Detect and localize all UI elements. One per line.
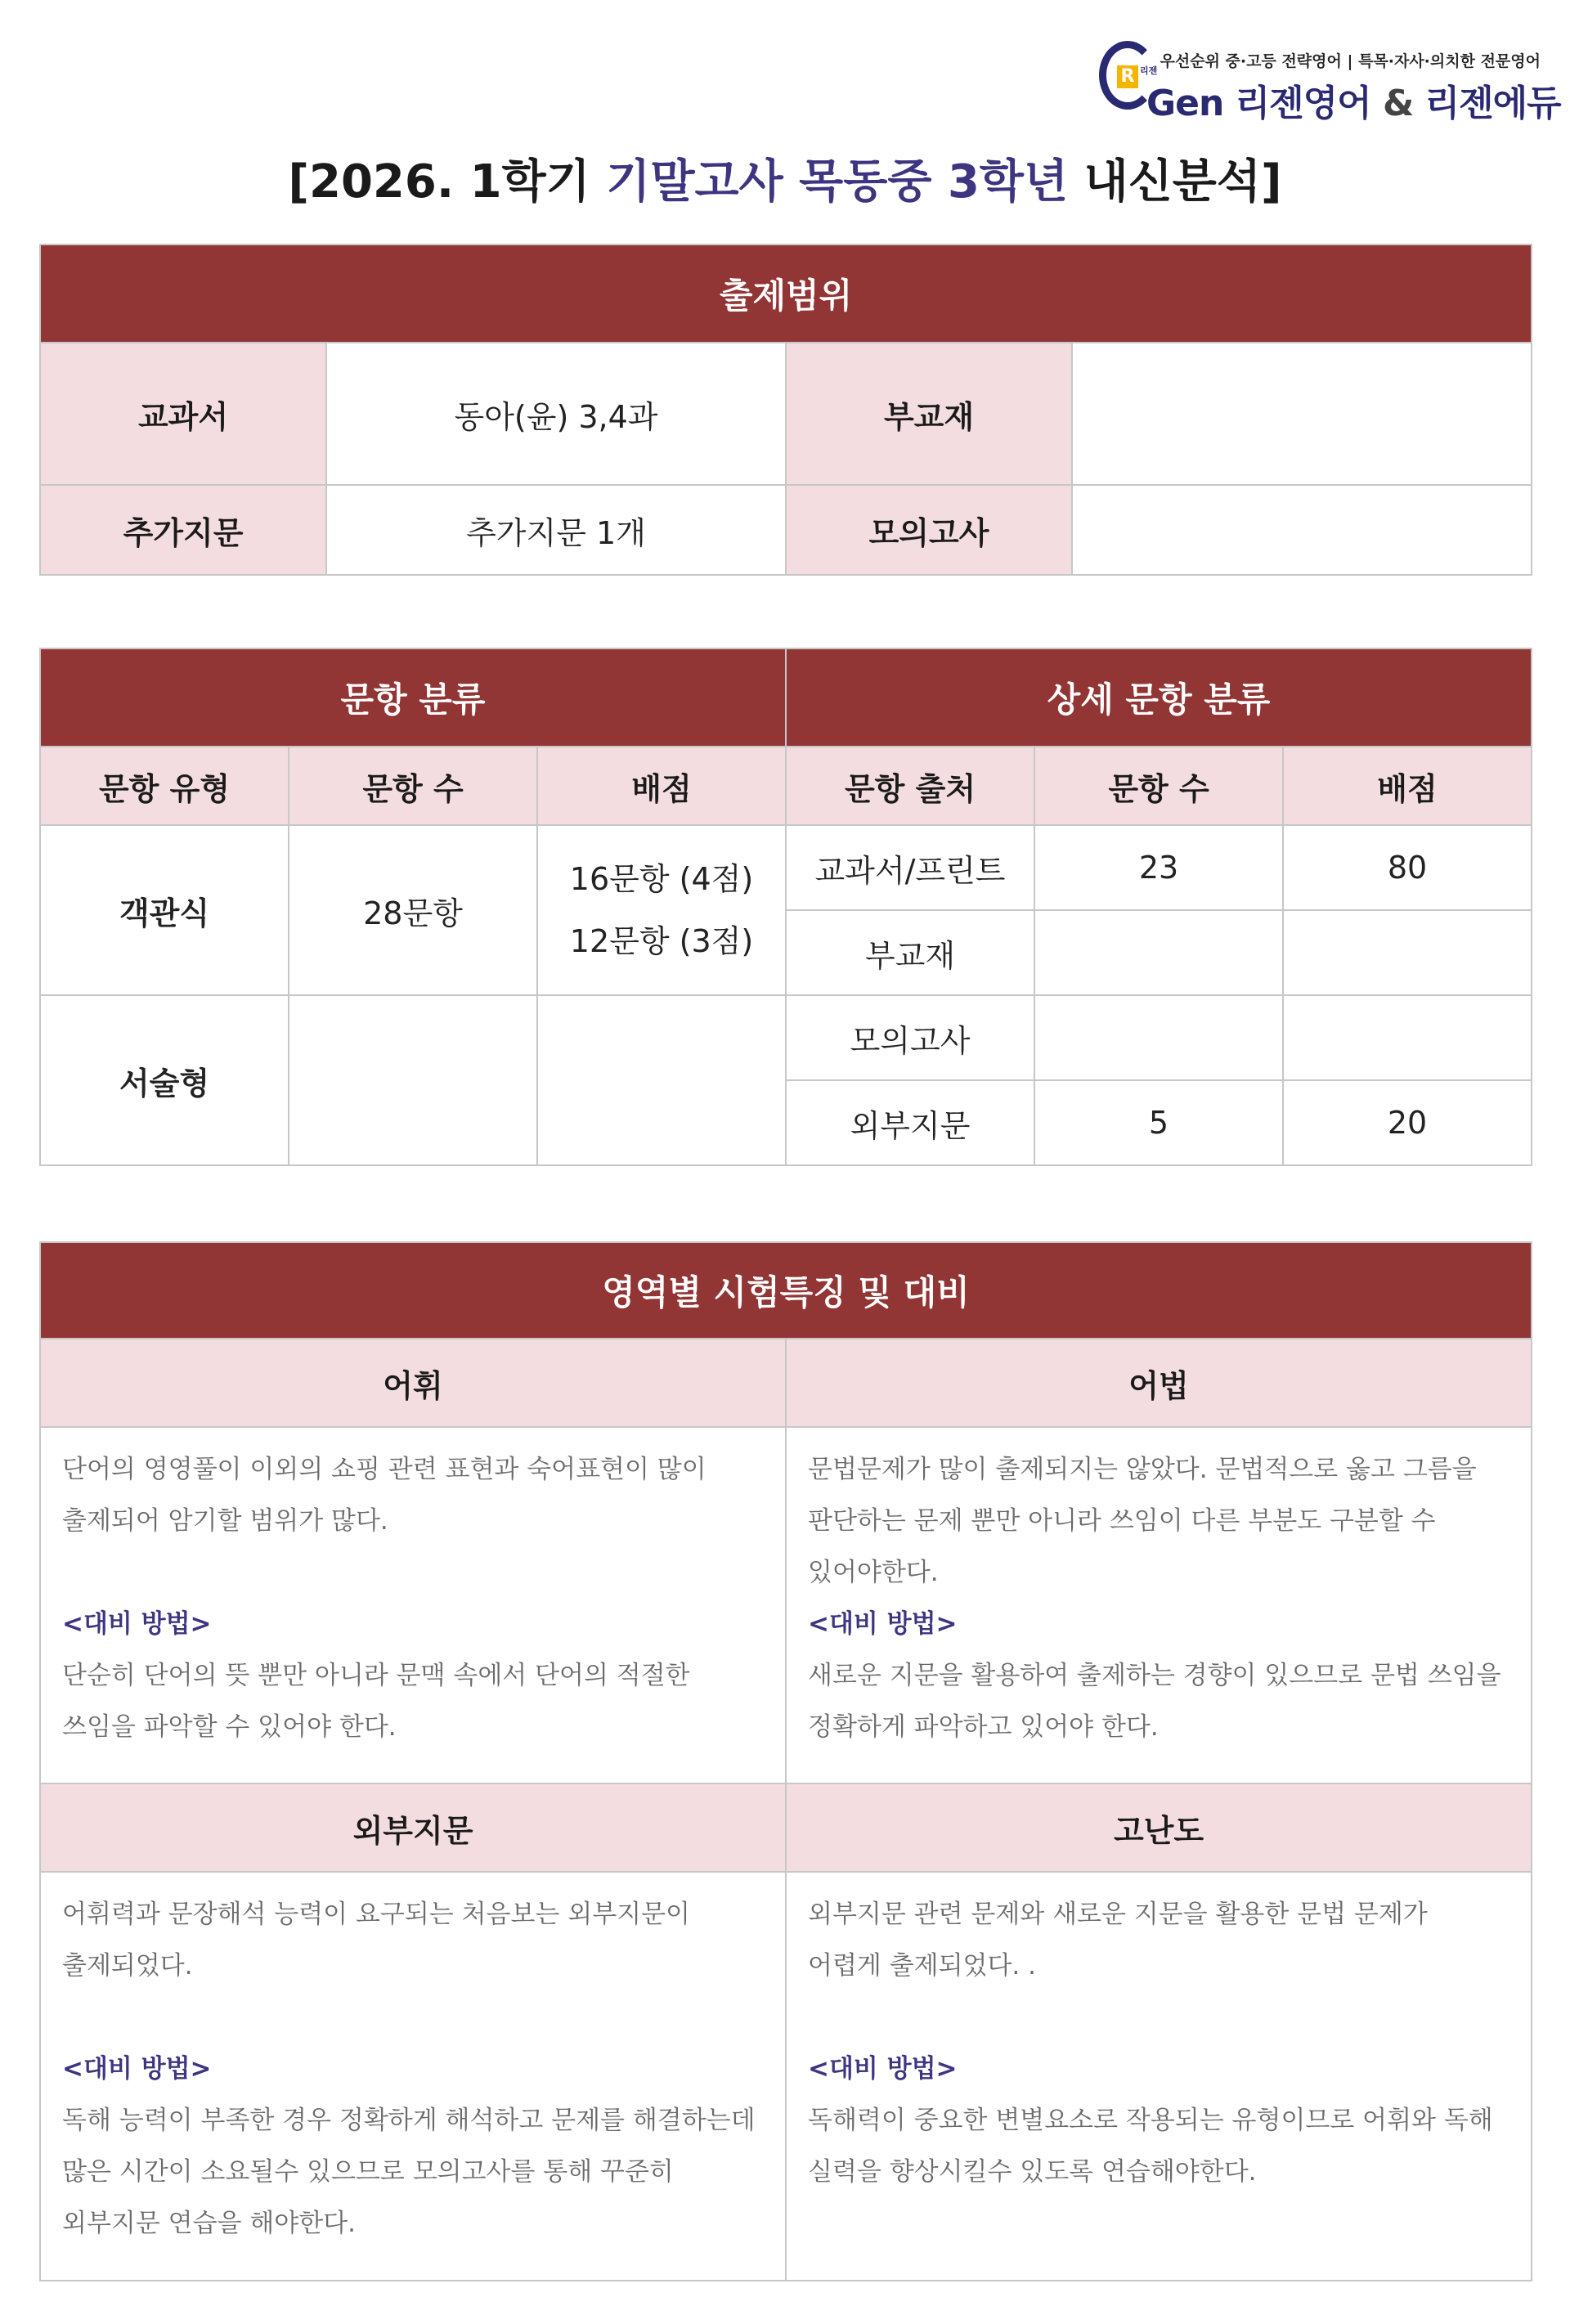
external-description — [40, 1872, 786, 2281]
column-header: 문항 수 — [289, 747, 537, 825]
page-title — [0, 146, 1570, 211]
logo-ampersand: & — [1382, 83, 1414, 124]
external-prep-label: <대비 방법> — [62, 2054, 212, 2084]
source-count — [1034, 995, 1283, 1080]
objective-score-line: 12문항 (3점) — [569, 923, 754, 959]
objective-type: 객관식 — [40, 825, 289, 995]
grammar-prep-text: 새로운 지문을 활용하여 출제하는 경향이 있으므로 문법 쓰임을 정확하게 파악하고 있어야 한다. — [808, 1661, 1501, 1742]
grammar-prep-label: <대비 방법> — [808, 1609, 958, 1639]
textbook-value: 동아(윤) 3,4과 — [326, 343, 786, 485]
title-prefix: [2026. 1학기 — [288, 155, 607, 209]
logo-tagline: 우선순위 중·고등 전략영어 | 특목·자사·의치한 전문영어 — [1160, 52, 1541, 70]
column-header: 문항 수 — [1034, 747, 1283, 825]
essay-count — [289, 995, 537, 1165]
source-score: 80 — [1283, 825, 1532, 910]
detail-classification-header: 상세 문항 분류 — [786, 648, 1532, 747]
source-score — [1283, 995, 1532, 1080]
scope-table — [39, 244, 1532, 576]
source-name: 모의고사 — [786, 995, 1034, 1080]
mock-exam-value — [1072, 485, 1532, 575]
vocab-description — [40, 1427, 786, 1783]
external-text: 어휘력과 문장해석 능력이 요구되는 처음보는 외부지문이 출제되었다. — [62, 1900, 690, 1981]
sub-textbook-label: 부교재 — [786, 343, 1072, 485]
title-highlight: 기말고사 목동중 3학년 — [606, 155, 1069, 209]
difficulty-text: 외부지문 관련 문제와 새로운 지문을 활용한 문법 문제가 어렵게 출제되었다. . — [808, 1900, 1428, 1981]
scope-header: 출제범위 — [40, 245, 1532, 343]
title-suffix: 내신분석] — [1068, 155, 1282, 209]
extra-passage-label: 추가지문 — [40, 485, 326, 575]
grammar-text: 문법문제가 많이 출제되지는 않았다. 문법적으로 옳고 그름을 판단하는 문제 뿐만 아니라 쓰임이 다른 부분도 구분할 수 있어야한다. — [808, 1455, 1477, 1587]
logo-r-small: 리젠 — [1140, 65, 1158, 76]
vocab-prep-label: <대비 방법> — [62, 1609, 212, 1639]
column-header: 문항 출처 — [786, 747, 1034, 825]
logo-brand: Gen 리젠영어 — [1146, 83, 1371, 124]
column-header: 배점 — [1283, 747, 1532, 825]
features-header: 영역별 시험특징 및 대비 — [40, 1242, 1532, 1339]
logo-wordmark — [1146, 74, 1561, 126]
source-name: 교과서/프린트 — [786, 825, 1034, 910]
difficulty-description — [786, 1872, 1532, 2281]
extra-passage-value: 추가지문 1개 — [326, 485, 786, 575]
source-score: 20 — [1283, 1080, 1532, 1165]
brand-logo — [1099, 31, 1561, 124]
source-name: 외부지문 — [786, 1080, 1034, 1165]
source-name: 부교재 — [786, 910, 1034, 995]
classification-table — [39, 648, 1532, 1166]
source-score — [1283, 910, 1532, 995]
vocab-title: 어휘 — [40, 1339, 786, 1427]
source-count — [1034, 910, 1283, 995]
grammar-title: 어법 — [786, 1339, 1532, 1427]
logo-brand2: 리젠에듀 — [1424, 83, 1561, 124]
mock-exam-label: 모의고사 — [786, 485, 1072, 575]
essay-type: 서술형 — [40, 995, 289, 1165]
source-count: 5 — [1034, 1080, 1283, 1165]
grammar-description — [786, 1427, 1532, 1783]
vocab-text: 단어의 영영풀이 이외의 쇼핑 관련 표현과 숙어표현이 많이 출제되어 암기할 범위가 많다. — [62, 1455, 706, 1536]
vocab-prep-text: 단순히 단어의 뜻 뿐만 아니라 문맥 속에서 단어의 적절한 쓰임을 파악할 수 있어야 한다. — [62, 1661, 690, 1742]
objective-score-line: 16문항 (4점) — [569, 861, 754, 897]
essay-score — [537, 995, 786, 1165]
objective-count: 28문항 — [289, 825, 537, 995]
difficulty-title: 고난도 — [786, 1783, 1532, 1872]
external-prep-text: 독해 능력이 부족한 경우 정확하게 해석하고 문제를 해결하는데 많은 시간이 소요될수 있으므로 모의고사를 통해 꾸준히 외부지문 연습을 해야한다. — [62, 2106, 756, 2238]
classification-header: 문항 분류 — [40, 648, 786, 747]
column-header: 배점 — [537, 747, 786, 825]
features-table — [39, 1241, 1532, 2281]
objective-score — [537, 825, 786, 995]
column-header: 문항 유형 — [40, 747, 289, 825]
difficulty-prep-text: 독해력이 중요한 변별요소로 작용되는 유형이므로 어휘와 독해 실력을 향상시킬수 있도록 연습해야한다. — [808, 2106, 1493, 2187]
sub-textbook-value — [1072, 343, 1532, 485]
difficulty-prep-label: <대비 방법> — [808, 2054, 958, 2084]
external-title: 외부지문 — [40, 1783, 786, 1872]
textbook-label: 교과서 — [40, 343, 326, 485]
logo-r-letter: R — [1117, 65, 1138, 88]
source-count: 23 — [1034, 825, 1283, 910]
